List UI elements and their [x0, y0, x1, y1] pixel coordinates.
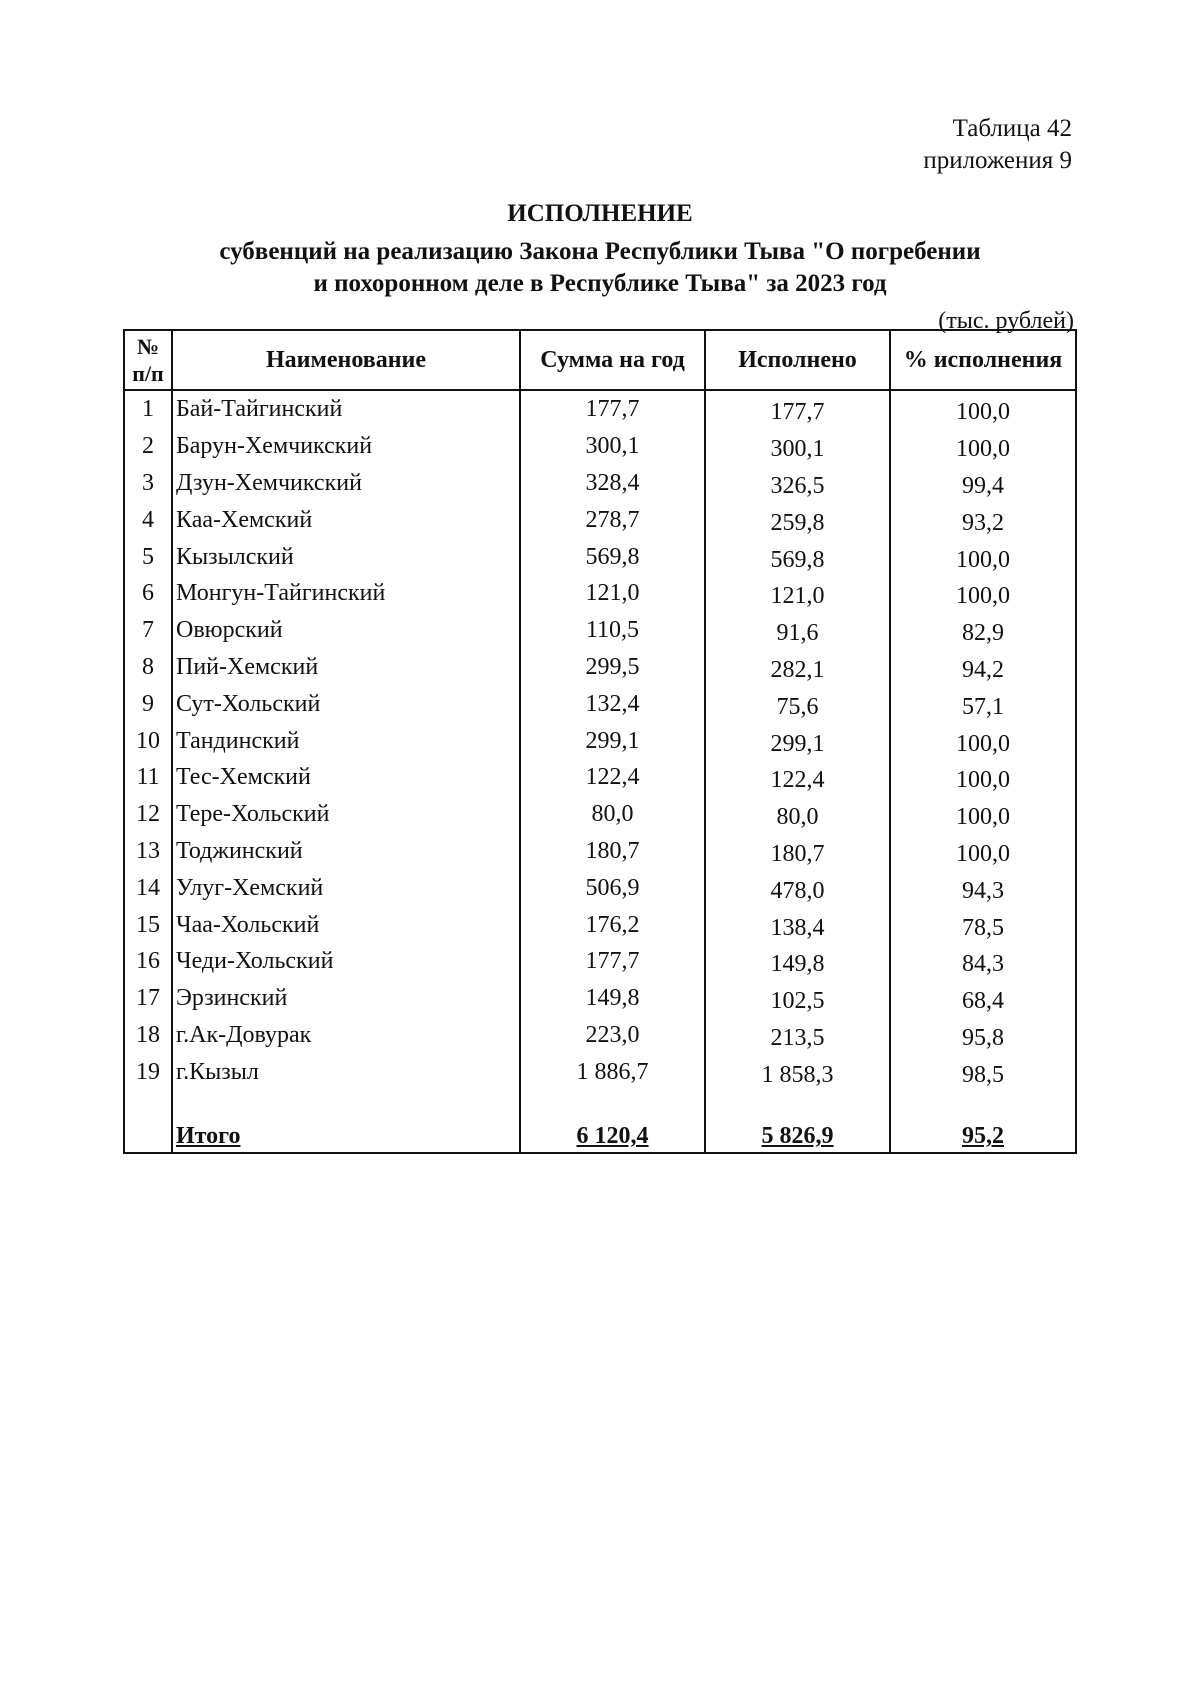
row-done: 282,1: [705, 649, 890, 686]
row-done: 326,5: [705, 465, 890, 502]
row-sum: 506,9: [520, 869, 705, 906]
row-sum: 122,4: [520, 759, 705, 796]
table-row: [124, 465, 1076, 502]
row-number: 7: [124, 612, 172, 649]
row-pct: 100,0: [890, 833, 1076, 870]
table-row: [124, 390, 1076, 428]
row-pct: 94,3: [890, 869, 1076, 906]
row-name: Тоджинский: [172, 833, 520, 870]
row-number: 17: [124, 980, 172, 1017]
row-name: Дзун-Хемчикский: [172, 465, 520, 502]
table-row: [124, 980, 1076, 1017]
total-pct: 95,2: [890, 1120, 1076, 1153]
table-row: [124, 685, 1076, 722]
row-pct: 100,0: [890, 538, 1076, 575]
row-done: 102,5: [705, 980, 890, 1017]
table-row: [124, 906, 1076, 943]
spacer-cell: [890, 1090, 1076, 1120]
row-done: 121,0: [705, 575, 890, 612]
subtitle-line-2: и похоронном деле в Республике Тыва" за 2023 год: [313, 270, 887, 297]
row-name: Каа-Хемский: [172, 501, 520, 538]
row-pct: 82,9: [890, 612, 1076, 649]
spacer-cell: [124, 1090, 172, 1120]
total-sum: 6 120,4: [520, 1120, 705, 1153]
row-number: 5: [124, 538, 172, 575]
row-number: 1: [124, 390, 172, 428]
row-done: 177,7: [705, 390, 890, 428]
row-name: Барун-Хемчикский: [172, 428, 520, 465]
table-row: [124, 722, 1076, 759]
row-sum: 328,4: [520, 465, 705, 502]
row-sum: 223,0: [520, 1017, 705, 1054]
header-name: Наименование: [172, 330, 520, 390]
row-number: 11: [124, 759, 172, 796]
row-pct: 95,8: [890, 1017, 1076, 1054]
row-number: 15: [124, 906, 172, 943]
row-number: 3: [124, 465, 172, 502]
spacer-cell: [520, 1090, 705, 1120]
table-row: [124, 501, 1076, 538]
row-sum: 110,5: [520, 612, 705, 649]
row-name: Бай-Тайгинский: [172, 390, 520, 428]
row-done: 149,8: [705, 943, 890, 980]
row-sum: 278,7: [520, 501, 705, 538]
row-number: 4: [124, 501, 172, 538]
row-sum: 176,2: [520, 906, 705, 943]
table-row: [124, 428, 1076, 465]
row-sum: 121,0: [520, 575, 705, 612]
table-total-row: [124, 1120, 1076, 1153]
row-pct: 99,4: [890, 465, 1076, 502]
row-name: Тес-Хемский: [172, 759, 520, 796]
row-done: 259,8: [705, 501, 890, 538]
row-done: 91,6: [705, 612, 890, 649]
row-number: 13: [124, 833, 172, 870]
row-number: 10: [124, 722, 172, 759]
row-name: Чаа-Хольский: [172, 906, 520, 943]
table-spacer-row: [124, 1090, 1076, 1120]
row-done: 122,4: [705, 759, 890, 796]
row-number: 12: [124, 796, 172, 833]
row-done: 138,4: [705, 906, 890, 943]
row-sum: 132,4: [520, 685, 705, 722]
row-pct: 100,0: [890, 428, 1076, 465]
row-sum: 569,8: [520, 538, 705, 575]
table-row: [124, 796, 1076, 833]
table-number: Таблица 42: [952, 115, 1072, 142]
header-sum: Сумма на год: [520, 330, 705, 390]
row-pct: 100,0: [890, 722, 1076, 759]
appendix-number: приложения 9: [923, 147, 1072, 174]
table-row: [124, 833, 1076, 870]
row-pct: 68,4: [890, 980, 1076, 1017]
row-name: г.Ак-Довурак: [172, 1017, 520, 1054]
row-sum: 300,1: [520, 428, 705, 465]
row-pct: 100,0: [890, 796, 1076, 833]
table-row: [124, 612, 1076, 649]
row-name: Монгун-Тайгинский: [172, 575, 520, 612]
row-name: Овюрский: [172, 612, 520, 649]
row-pct: 57,1: [890, 685, 1076, 722]
table-attachment-label: [923, 113, 1072, 177]
row-done: 1 858,3: [705, 1053, 890, 1090]
table-row: [124, 759, 1076, 796]
header-pct: % исполнения: [890, 330, 1076, 390]
row-done: 299,1: [705, 722, 890, 759]
table-row: [124, 649, 1076, 686]
row-name: Тере-Хольский: [172, 796, 520, 833]
row-pct: 84,3: [890, 943, 1076, 980]
execution-table: [123, 329, 1077, 1154]
row-pct: 100,0: [890, 390, 1076, 428]
document-subtitle: [0, 236, 1200, 300]
row-number: 9: [124, 685, 172, 722]
row-pct: 93,2: [890, 501, 1076, 538]
row-sum: 149,8: [520, 980, 705, 1017]
row-sum: 1 886,7: [520, 1053, 705, 1090]
row-done: 569,8: [705, 538, 890, 575]
row-done: 300,1: [705, 428, 890, 465]
table-row: [124, 869, 1076, 906]
total-done: 5 826,9: [705, 1120, 890, 1153]
row-name: Сут-Хольский: [172, 685, 520, 722]
row-pct: 98,5: [890, 1053, 1076, 1090]
row-done: 75,6: [705, 685, 890, 722]
table-row: [124, 575, 1076, 612]
header-done: Исполнено: [705, 330, 890, 390]
row-sum: 80,0: [520, 796, 705, 833]
row-sum: 177,7: [520, 390, 705, 428]
row-done: 213,5: [705, 1017, 890, 1054]
spacer-cell: [705, 1090, 890, 1120]
spacer-cell: [172, 1090, 520, 1120]
row-name: Улуг-Хемский: [172, 869, 520, 906]
row-number: 14: [124, 869, 172, 906]
row-name: Чеди-Хольский: [172, 943, 520, 980]
row-pct: 94,2: [890, 649, 1076, 686]
table-header-row: [124, 330, 1076, 390]
row-number: 19: [124, 1053, 172, 1090]
total-label: Итого: [172, 1120, 520, 1153]
row-pct: 100,0: [890, 759, 1076, 796]
row-number: 2: [124, 428, 172, 465]
table-row: [124, 538, 1076, 575]
row-sum: 299,5: [520, 649, 705, 686]
row-number: 8: [124, 649, 172, 686]
row-number: 16: [124, 943, 172, 980]
row-pct: 100,0: [890, 575, 1076, 612]
row-number: 18: [124, 1017, 172, 1054]
document-title: ИСПОЛНЕНИЕ: [507, 200, 693, 227]
row-pct: 78,5: [890, 906, 1076, 943]
row-name: Тандинский: [172, 722, 520, 759]
row-sum: 299,1: [520, 722, 705, 759]
row-done: 80,0: [705, 796, 890, 833]
row-number: 6: [124, 575, 172, 612]
total-number-cell: [124, 1120, 172, 1153]
table-row: [124, 1053, 1076, 1090]
subtitle-line-1: субвенций на реализацию Закона Республики Тыва "О погребении: [219, 238, 981, 265]
table-row: [124, 943, 1076, 980]
row-sum: 180,7: [520, 833, 705, 870]
row-done: 180,7: [705, 833, 890, 870]
row-name: Пий-Хемский: [172, 649, 520, 686]
row-name: Эрзинский: [172, 980, 520, 1017]
table-row: [124, 1017, 1076, 1054]
header-num: № п/п: [124, 330, 172, 390]
unit-label: (тыс. рублей): [938, 308, 1074, 334]
row-name: г.Кызыл: [172, 1053, 520, 1090]
row-name: Кызылский: [172, 538, 520, 575]
row-sum: 177,7: [520, 943, 705, 980]
row-done: 478,0: [705, 869, 890, 906]
